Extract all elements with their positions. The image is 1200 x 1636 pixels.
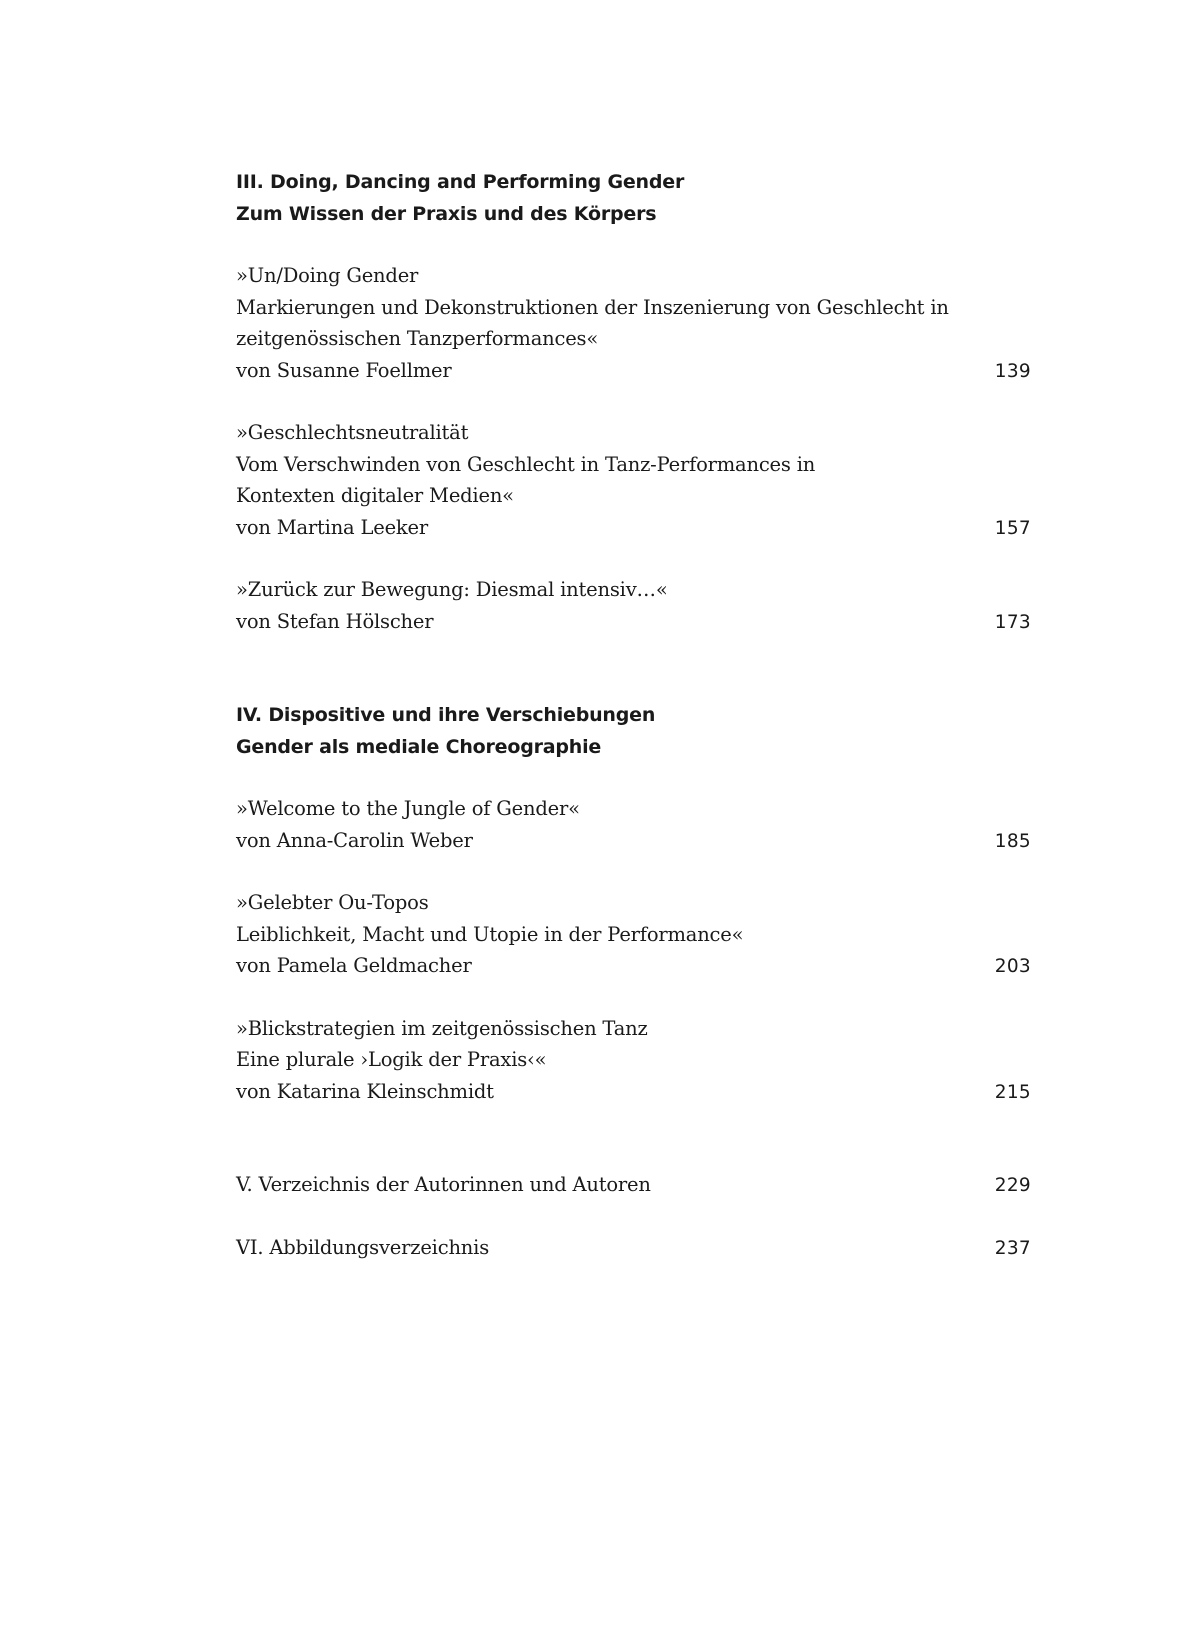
toc-entry[interactable] xyxy=(236,260,1031,387)
toc-entry[interactable] xyxy=(236,574,1031,638)
table-of-contents xyxy=(236,166,1031,1264)
appendix-title: V. Verzeichnis der Autorinnen und Autoren xyxy=(236,1173,651,1196)
entry-title-line: Vom Verschwinden von Geschlecht in Tanz-Performances in xyxy=(236,452,816,476)
entry-title-line: »Geschlechtsneutralität xyxy=(236,421,469,444)
entry-author: von Katarina Kleinschmidt xyxy=(236,1079,494,1103)
part-heading-title: III. Doing, Dancing and Performing Gender xyxy=(236,171,685,193)
entry-title-line: »Zurück zur Bewegung: Diesmal intensiv…« xyxy=(236,578,668,601)
entry-author: von Stefan Hölscher xyxy=(236,609,434,633)
entry-title-line: Markierungen und Dekonstruktionen der Inszenierung von Geschlecht in xyxy=(236,295,949,319)
part-heading-subtitle: Zum Wissen der Praxis und des Körpers xyxy=(236,203,657,225)
toc-entry[interactable] xyxy=(236,887,1031,983)
entry-title-line: zeitgenössischen Tanzperformances« xyxy=(236,327,599,350)
entry-page-number: 237 xyxy=(994,1237,1031,1259)
toc-entry-appendix[interactable] xyxy=(236,1169,1031,1202)
entry-page-number: 139 xyxy=(994,360,1031,382)
toc-entry[interactable] xyxy=(236,417,1031,544)
entry-author: von Martina Leeker xyxy=(236,515,428,539)
entry-title-line: Kontexten digitaler Medien« xyxy=(236,484,514,507)
entry-page-number: 173 xyxy=(994,611,1031,633)
entry-page-number: 229 xyxy=(994,1175,1031,1196)
entry-title-line: »Blickstrategien im zeitgenössischen Tanz xyxy=(236,1016,648,1040)
toc-entry[interactable] xyxy=(236,1013,1031,1109)
part-heading xyxy=(236,166,1031,230)
part-heading xyxy=(236,699,1031,763)
entry-page-number: 157 xyxy=(994,517,1031,539)
entry-title-line: »Un/Doing Gender xyxy=(236,264,419,287)
appendix-title: VI. Abbildungsverzeichnis xyxy=(236,1235,490,1259)
entry-page-number: 215 xyxy=(994,1081,1031,1103)
toc-entry-appendix[interactable] xyxy=(236,1232,1031,1265)
entry-author: von Pamela Geldmacher xyxy=(236,954,472,977)
part-heading-subtitle: Gender als mediale Choreographie xyxy=(236,736,602,758)
toc-entry[interactable] xyxy=(236,793,1031,857)
entry-title-line: Leiblichkeit, Macht und Utopie in der Performance« xyxy=(236,922,744,946)
entry-page-number: 203 xyxy=(994,956,1031,977)
entry-page-number: 185 xyxy=(994,830,1031,852)
entry-author: von Anna-Carolin Weber xyxy=(236,828,473,852)
entry-author: von Susanne Foellmer xyxy=(236,358,452,382)
entry-title-line: »Welcome to the Jungle of Gender« xyxy=(236,797,580,820)
part-heading-title: IV. Dispositive und ihre Verschiebungen xyxy=(236,704,656,726)
entry-title-line: Eine plurale ›Logik der Praxis‹« xyxy=(236,1048,547,1071)
entry-title-line: »Gelebter Ou-Topos xyxy=(236,891,429,914)
